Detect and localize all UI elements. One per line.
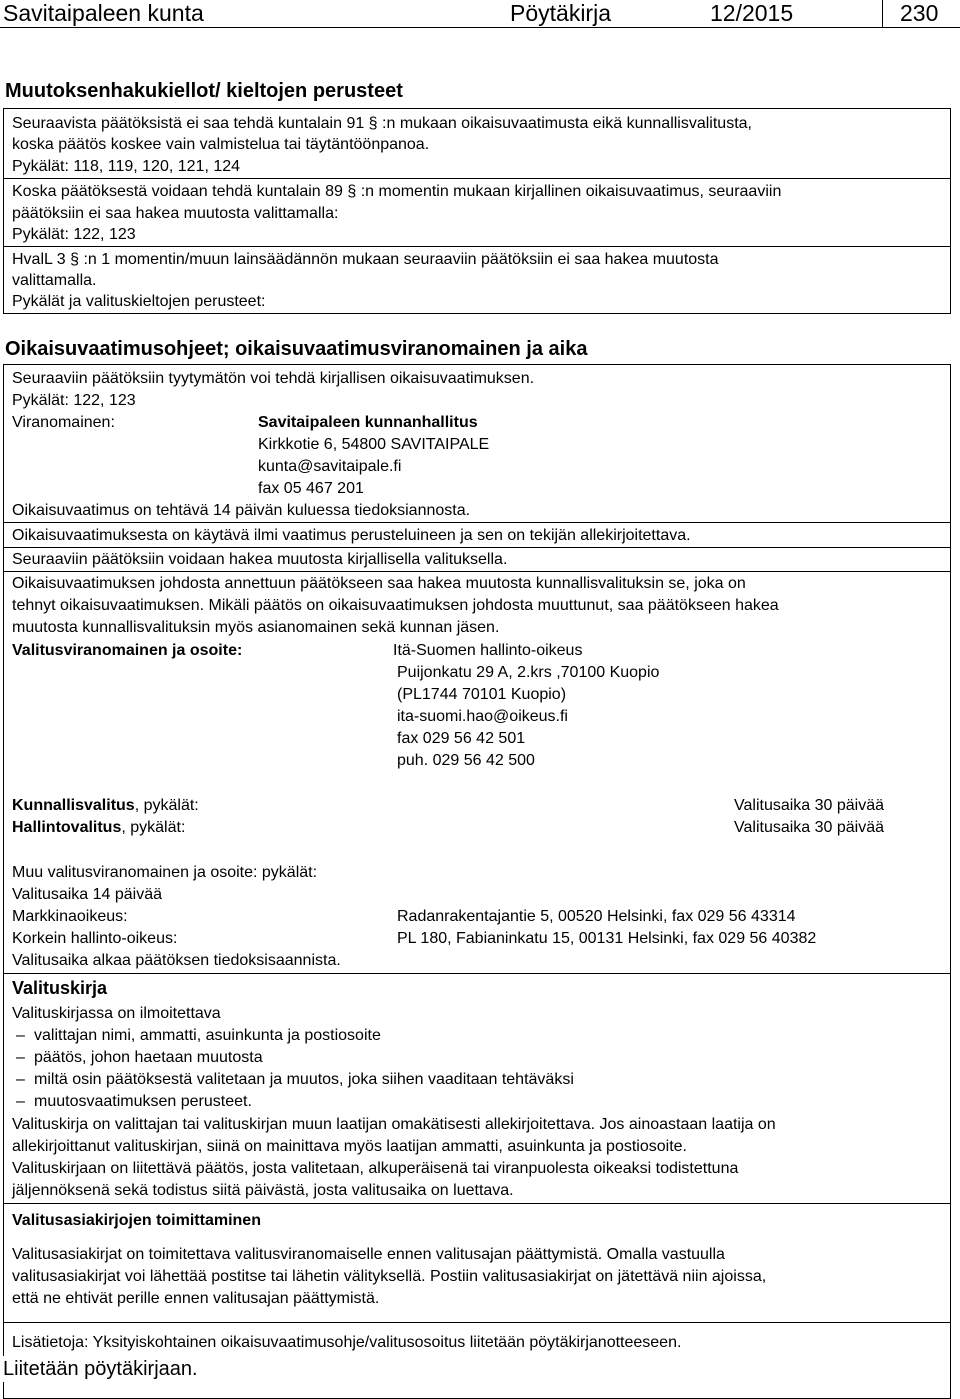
footer-note: Liitetään pöytäkirjaan. — [3, 1358, 198, 1380]
lisatietoja: Lisätietoja: Yksityiskohtainen oikaisuvaatimusohje/valitusosoitus liitetään pöytäkirjanotteeseen. — [12, 1334, 682, 1351]
markkinaoikeus-label: Markkinaoikeus: — [12, 908, 128, 925]
valituskirja-sign-line: allekirjoittanut valituskirjan, siinä on mainittava myös laatijan ammatti, asuinkunta ja postiosoite. — [12, 1138, 687, 1155]
kho-label: Korkein hallinto-oikeus: — [12, 930, 178, 947]
muu-valitusaika: Valitusaika 14 päivää — [12, 886, 163, 903]
valituskirja-sign-line: Valituskirja on valittajan tai valituskirjan muun laatijan omakätisesti allekirjoitettava. Jos ainoastaan laatija on — [12, 1116, 776, 1133]
document-type: Pöytäkirja — [510, 0, 611, 26]
court-name: Itä-Suomen hallinto-oikeus — [393, 642, 583, 659]
valitusviranomainen-label: Valitusviranomainen ja osoite: — [12, 642, 243, 659]
page-header — [0, 0, 960, 29]
box-divider — [3, 1322, 950, 1323]
box-divider — [3, 973, 950, 974]
authority-address: Kirkkotie 6, 54800 SAVITAIPALE — [258, 436, 490, 453]
dash-bullet-icon: – — [16, 1049, 25, 1066]
box-divider — [3, 1203, 950, 1204]
authority-fax: fax 05 467 201 — [258, 480, 364, 497]
header-rule — [0, 27, 960, 28]
section-heading-oikaisuvaatimusohjeet: Oikaisuvaatimusohjeet; oikaisuvaatimusviranomainen ja aika — [5, 338, 588, 360]
oikaisu-deadline: Oikaisuvaatimus on tehtävä 14 päivän kuluessa tiedoksiannosta. — [12, 502, 471, 519]
box-divider — [3, 522, 950, 523]
box-divider — [3, 246, 950, 247]
valitus-paragraph-line: Oikaisuvaatimuksen johdosta annettuun päätökseen saa hakea muutosta kunnallisvalituksin se, joka on — [12, 575, 746, 592]
header-page-divider — [882, 0, 883, 27]
hallintovalitus-label — [12, 817, 185, 838]
valituskirja-list-item: – miltä osin päätöksestä valitetaan ja muutos, joka siihen vaaditaan tehtäväksi — [16, 1071, 574, 1088]
valitus-intro: Seuraaviin päätöksiin voidaan hakea muutosta kirjallisella valituksella. — [12, 551, 508, 568]
authority-email: kunta@savitaipale.fi — [258, 458, 402, 475]
section-heading-muutoksenhakukiellot: Muutoksenhakukiellot/ kieltojen perusteet — [5, 80, 403, 102]
oikaisu-requirement: Oikaisuvaatimuksesta on käytävä ilmi vaatimus perusteluineen ja sen on tekijän allekirjoitettava. — [12, 527, 691, 544]
toimittaminen-line: Valitusasiakirjat on toimitettava valitusviranomaiselle ennen valitusajan päättymistä. Omalla vastuulla — [12, 1246, 725, 1263]
oikaisu-pykalat: Pykälät: 122, 123 — [12, 392, 136, 409]
kho-address: PL 180, Fabianinkatu 15, 00131 Helsinki, fax 029 56 40382 — [397, 930, 817, 947]
kunnallisvalitus-time: Valitusaika 30 päivää — [734, 797, 885, 814]
court-line: Puijonkatu 29 A, 2.krs ,70100 Kuopio — [397, 664, 660, 681]
kiellot-line: valittamalla. — [12, 272, 97, 289]
box-divider — [3, 571, 950, 572]
toimittaminen-line: valitusasiakirjat voi lähettää postitse tai lähetin välityksellä. Postiin valitusasiakirjat on jätettävä niin ajoissa, — [12, 1268, 767, 1285]
valituskirja-list-item: – päätös, johon haetaan muutosta — [16, 1049, 263, 1066]
court-line: ita-suomi.hao@oikeus.fi — [397, 708, 568, 725]
hallintovalitus-bold: Hallintovalitus — [12, 819, 122, 836]
valitus-paragraph-line: muutosta kunnallisvalituksin myös asianomainen sekä kunnan jäsen. — [12, 619, 500, 636]
page-number: 230 — [900, 0, 939, 26]
kiellot-line: Pykälät: 122, 123 — [12, 226, 136, 243]
kunnallisvalitus-label — [12, 795, 199, 816]
court-line: fax 029 56 42 501 — [397, 730, 526, 747]
kiellot-line: Pykälät ja valituskieltojen perusteet: — [12, 293, 266, 310]
kunnallisvalitus-bold: Kunnallisvalitus — [12, 797, 135, 814]
kiellot-line: HvalL 3 § :n 1 momentin/muun lainsäädännön mukaan seuraaviin päätöksiin ei saa hakea muutosta — [12, 251, 719, 268]
authority-label: Viranomainen: — [12, 414, 115, 431]
authority-name: Savitaipaleen kunnanhallitus — [258, 414, 478, 431]
oikaisu-intro: Seuraaviin päätöksiin tyytymätön voi tehdä kirjallisen oikaisuvaatimuksen. — [12, 370, 535, 387]
markkinaoikeus-address: Radanrakentajantie 5, 00520 Helsinki, fax 029 56 43314 — [397, 908, 796, 925]
box-divider — [3, 547, 950, 548]
muu-valitusviranomainen-label: Muu valitusviranomainen ja osoite: pykälät: — [12, 864, 318, 881]
valituskirja-attach-line: jäljennöksenä sekä todistus siitä päivästä, josta valitusaika on luettava. — [12, 1182, 514, 1199]
kunnallisvalitus-rest: , pykälät: — [134, 797, 199, 814]
kiellot-line: Pykälät: 118, 119, 120, 121, 124 — [12, 158, 241, 175]
dash-bullet-icon: – — [16, 1027, 25, 1044]
hallintovalitus-time: Valitusaika 30 päivää — [734, 819, 885, 836]
toimittaminen-heading: Valitusasiakirjojen toimittaminen — [12, 1212, 261, 1229]
document-number: 12/2015 — [710, 0, 794, 26]
dash-bullet-icon: – — [16, 1093, 25, 1110]
organization-name: Savitaipaleen kunta — [3, 0, 204, 26]
kiellot-line: koska päätös koskee vain valmistelua tai täytäntöönpanoa. — [12, 136, 430, 153]
court-line: puh. 029 56 42 500 — [397, 752, 535, 769]
hallintovalitus-rest: , pykälät: — [121, 819, 186, 836]
valituskirja-heading: Valituskirja — [12, 978, 108, 998]
kiellot-line: päätöksiin ei saa hakea muutosta valittamalla: — [12, 205, 339, 222]
valituskirja-list-item: – valittajan nimi, ammatti, asuinkunta ja postiosoite — [16, 1027, 381, 1044]
dash-bullet-icon: – — [16, 1071, 25, 1088]
box-divider — [3, 178, 950, 179]
toimittaminen-line: että ne ehtivät perille ennen valitusajan päättymistä. — [12, 1290, 380, 1307]
valituskirja-list-item: – muutosvaatimuksen perusteet. — [16, 1093, 252, 1110]
valituskirja-attach-line: Valituskirjaan on liitettävä päätös, josta valitetaan, alkuperäisenä tai viranpuolesta oikeaksi todistettuna — [12, 1160, 739, 1177]
kiellot-line: Seuraavista päätöksistä ei saa tehdä kuntalain 91 § :n mukaan oikaisuvaatimusta eikä kunnallisvalitusta, — [12, 115, 752, 132]
court-line: (PL1744 70101 Kuopio) — [397, 686, 567, 703]
valitusaika-alkaa: Valitusaika alkaa päätöksen tiedoksisaannista. — [12, 952, 341, 969]
valituskirja-intro: Valituskirjassa on ilmoitettava — [12, 1005, 221, 1022]
valitus-paragraph-line: tehnyt oikaisuvaatimuksen. Mikäli päätös on oikaisuvaatimuksen johdosta muuttunut, saa päätökseen hakea — [12, 597, 779, 614]
kiellot-line: Koska päätöksestä voidaan tehdä kuntalain 89 § :n momentin mukaan kirjallinen oikaisuvaatimus, seuraaviin — [12, 183, 782, 200]
